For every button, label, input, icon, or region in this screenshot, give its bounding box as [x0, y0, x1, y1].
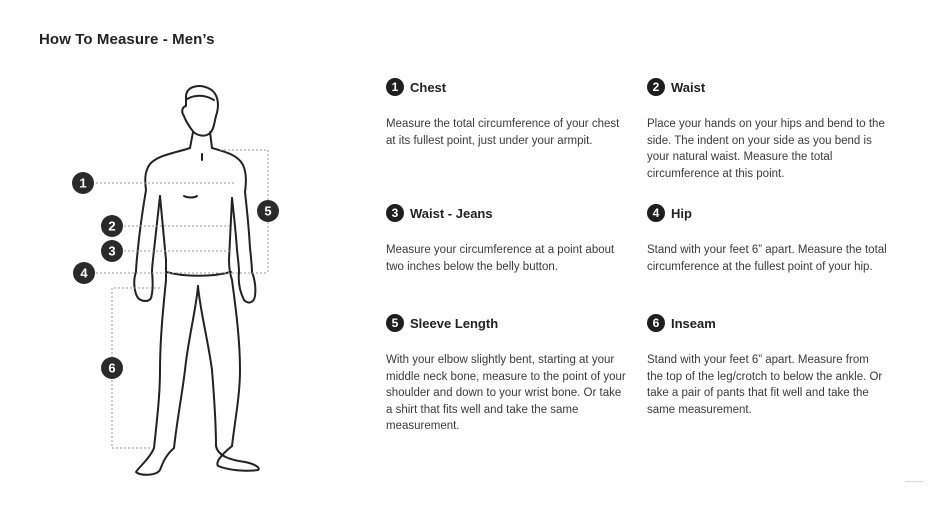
section-header — [647, 313, 887, 333]
section-waist-jeans — [386, 203, 626, 275]
marker-2-label: 2 — [108, 218, 116, 234]
marker-2 — [101, 215, 123, 237]
number-badge: 5 — [386, 314, 404, 332]
section-chest — [386, 77, 626, 149]
section-description: Place your hands on your hips and bend to the side. The indent on your side as you bend is your natural waist. Measure the total circumference at this point. — [647, 118, 885, 180]
section-description: With your elbow slightly bent, starting at your middle neck bone, measure to the point of your shoulder and down to your wrist bone. Or take a shirt that fits well and take the same measurement. — [386, 354, 626, 432]
marker-3-label: 3 — [108, 243, 116, 259]
section-description: Stand with your feet 6” apart. Measure the total circumference at the fullest point of your hip. — [647, 244, 887, 273]
section-title: Waist — [671, 79, 706, 95]
section-title: Waist - Jeans — [410, 205, 493, 221]
section-title: Chest — [410, 79, 447, 95]
section-header — [386, 203, 626, 223]
marker-4 — [73, 262, 95, 284]
marker-3 — [101, 240, 123, 262]
page-title: How To Measure - Men’s — [39, 31, 215, 48]
section-description: Stand with your feet 6” apart. Measure from the top of the leg/crotch to below the ankle. Or take a pair of pants that fit well and take the same measurement. — [647, 354, 883, 416]
number-badge: 4 — [647, 204, 665, 222]
marker-6-label: 6 — [108, 360, 116, 376]
marker-4-label: 4 — [80, 265, 88, 281]
marker-1-label: 1 — [79, 175, 87, 191]
marker-5 — [257, 200, 279, 222]
section-description: Measure your circumference at a point about two inches below the belly button. — [386, 244, 615, 273]
number-badge: 2 — [647, 78, 665, 96]
section-title: Inseam — [671, 315, 716, 331]
section-header — [386, 77, 626, 97]
number-badge: 3 — [386, 204, 404, 222]
number-badge: 6 — [647, 314, 665, 332]
man-outline-illustration — [134, 86, 259, 475]
section-description: Measure the total circumference of your chest at its fullest point, just under your armpit. — [386, 118, 620, 147]
section-title: Hip — [671, 205, 692, 221]
section-header — [647, 203, 887, 223]
marker-badges — [72, 172, 279, 379]
marker-1 — [72, 172, 94, 194]
section-header — [647, 77, 887, 97]
section-header — [386, 313, 626, 333]
body-measurement-diagram — [0, 0, 320, 508]
number-badge: 1 — [386, 78, 404, 96]
section-waist — [647, 77, 887, 182]
section-inseam — [647, 313, 887, 418]
marker-5-label: 5 — [264, 203, 272, 219]
section-title: Sleeve Length — [410, 315, 499, 331]
divider-mark — [905, 481, 923, 482]
marker-6 — [101, 357, 123, 379]
section-sleeve-length — [386, 313, 626, 435]
section-hip — [647, 203, 887, 275]
measurement-guide-lines — [96, 150, 268, 448]
